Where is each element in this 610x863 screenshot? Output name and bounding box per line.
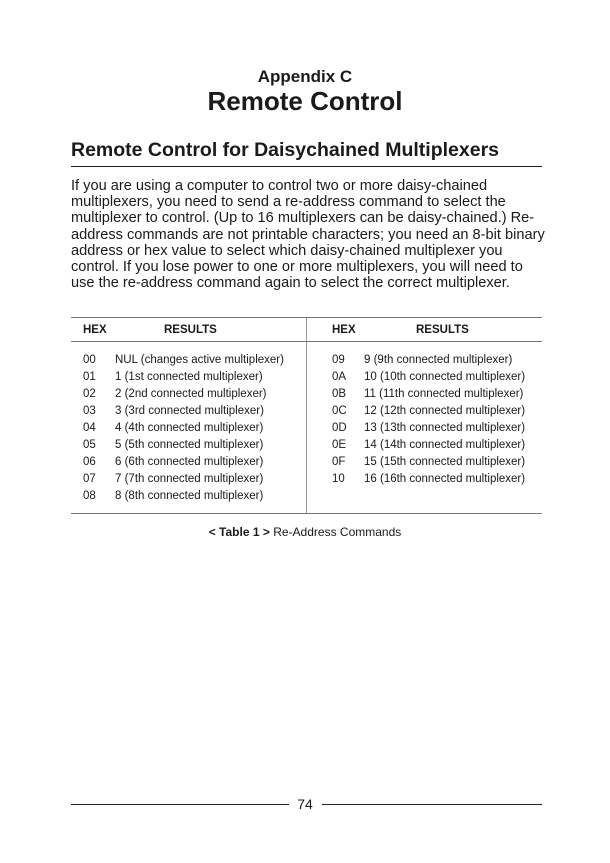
hex-cell: 0F [332, 456, 346, 468]
hex-cell: 06 [83, 456, 96, 468]
result-cell: 1 (1st connected multiplexer) [115, 371, 263, 383]
hex-cell: 0B [332, 388, 347, 400]
result-cell: 3 (3rd connected multiplexer) [115, 405, 264, 417]
section-heading: Remote Control for Daisychained Multiplexers [71, 139, 542, 167]
appendix-label: Appendix C [257, 67, 353, 86]
hex-cell: 04 [83, 422, 96, 434]
left-hex-header: HEX [83, 324, 107, 336]
hex-cell: 10 [332, 473, 345, 485]
result-cell: 5 (5th connected multiplexer) [115, 439, 264, 451]
right-results-header: RESULTS [416, 324, 469, 336]
hex-cell: 0D [332, 422, 347, 434]
right-hex-header: HEX [332, 324, 356, 336]
intro-paragraph: If you are using a computer to control two or more daisy-chained multiplexers, you need to send a re-address command to select the multiplexer to control. (Up to 16 multiplexers can be daisy-chained.) Re-address commands are not printable characters; you need an 8-bit binary address or hex value to select which daisy-chained multiplexer you control. If you lose power to one or more multiplexers, you will need to use the re-address command again to select the correct multiplexer. [71, 178, 545, 292]
result-cell: 7 (7th connected multiplexer) [115, 473, 264, 485]
result-cell: 8 (8th connected multiplexer) [115, 490, 264, 502]
result-cell: 10 (10th connected multiplexer) [364, 371, 526, 383]
result-cell: 15 (15th connected multiplexer) [364, 456, 526, 468]
result-cell: 9 (9th connected multiplexer) [364, 354, 513, 366]
result-cell: 16 (16th connected multiplexer) [364, 473, 526, 485]
hex-cell: 02 [83, 388, 96, 400]
hex-cell: 0C [332, 405, 347, 417]
page-number: 74 [297, 796, 313, 812]
result-cell: 13 (13th connected multiplexer) [364, 422, 526, 434]
result-cell: 14 (14th connected multiplexer) [364, 439, 526, 451]
footer-rule-right [322, 804, 542, 805]
hex-cell: 01 [83, 371, 96, 383]
hex-cell: 08 [83, 490, 96, 502]
hex-cell: 05 [83, 439, 96, 451]
column-divider [306, 318, 307, 513]
result-cell: 4 (4th connected multiplexer) [115, 422, 264, 434]
re-address-table [71, 317, 542, 514]
result-cell: 6 (6th connected multiplexer) [115, 456, 264, 468]
hex-cell: 0A [332, 371, 347, 383]
hex-cell: 0E [332, 439, 347, 451]
hex-cell: 00 [83, 354, 96, 366]
caption-text: Re-Address Commands [269, 525, 402, 539]
caption-label: < Table 1 > [208, 525, 270, 539]
result-cell: NUL (changes active multiplexer) [115, 354, 284, 366]
left-results-header: RESULTS [164, 324, 217, 336]
result-cell: 11 (11th connected multiplexer) [364, 388, 524, 400]
chapter-title: Remote Control [207, 86, 403, 116]
hex-cell: 03 [83, 405, 96, 417]
table-caption [0, 525, 610, 539]
result-cell: 12 (12th connected multiplexer) [364, 405, 526, 417]
result-cell: 2 (2nd connected multiplexer) [115, 388, 267, 400]
hex-cell: 09 [332, 354, 345, 366]
header-rule [71, 341, 542, 342]
hex-cell: 07 [83, 473, 96, 485]
